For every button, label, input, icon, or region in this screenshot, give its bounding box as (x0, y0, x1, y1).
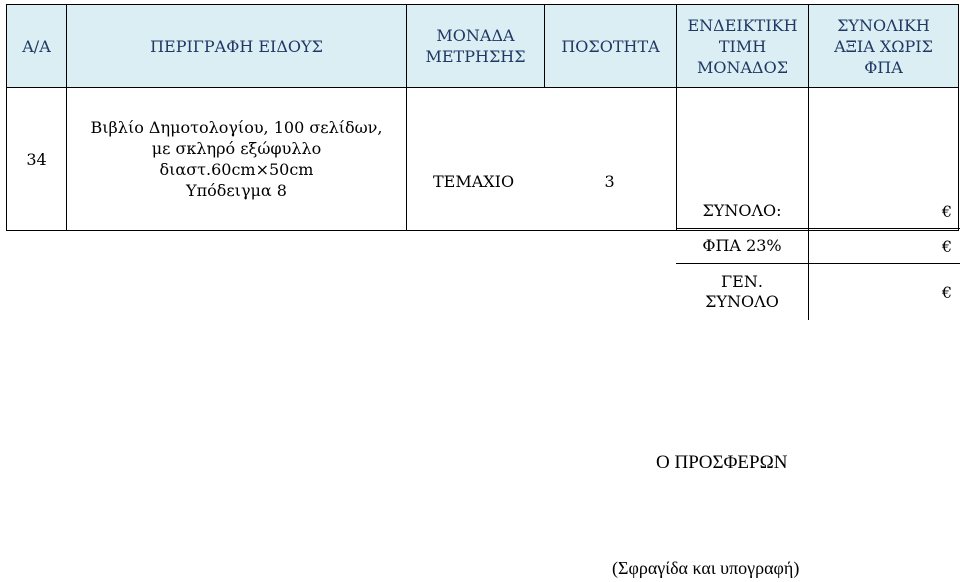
header-unit-price (677, 5, 809, 88)
header-aa-label: Α/Α (22, 36, 51, 56)
subtotal-row (676, 194, 960, 229)
grand-total-label-line1: ΓΕΝ. (721, 272, 763, 291)
header-price-line2: ΤΙΜΗ (718, 36, 767, 56)
row-aa-value: 34 (26, 149, 47, 169)
grand-total-row (676, 264, 960, 320)
totals-section (676, 194, 960, 320)
row-unit-value: ΤΕΜΑΧΙΟ (433, 172, 515, 191)
header-quantity (545, 5, 677, 88)
header-unit-line2: ΜΕΤΡΗΣΗΣ (425, 47, 526, 66)
grand-total-label (676, 264, 809, 320)
header-description (67, 5, 407, 88)
grand-total-label-line2: ΣΥΝΟΛΟ (705, 292, 779, 311)
table-header-row (7, 5, 959, 88)
header-total-line1: ΣΥΝΟΛΙΚΗ (837, 15, 930, 35)
desc-line3: διαστ.60cm×50cm (159, 160, 314, 179)
header-aa (7, 5, 67, 88)
header-quantity-label: ΠΟΣΟΤΗΤΑ (561, 36, 660, 56)
header-price-line3: ΜΟΝΑΔΟΣ (696, 57, 789, 77)
desc-line4: Υπόδειγμα 8 (186, 181, 287, 200)
cell-description (67, 88, 407, 231)
desc-line1: Βιβλίο Δημοτολογίου, 100 σελίδων, (90, 118, 383, 137)
header-price-line1: ΕΝΔΕΙΚΤΙΚΗ (687, 15, 798, 35)
cell-quantity (545, 88, 677, 231)
header-unit-line1: ΜΟΝΑΔΑ (436, 26, 515, 45)
cell-unit (407, 88, 545, 231)
seal-signature-label: (Σφραγίδα και υπογραφή) (612, 558, 800, 578)
offerer-label: Ο ΠΡΟΣΦΕΡΩΝ (656, 452, 788, 473)
header-total-line2: ΑΞΙΑ ΧΩΡΙΣ (834, 36, 933, 56)
header-total-line3: ΦΠΑ (864, 57, 903, 77)
subtotal-currency[interactable]: € (941, 201, 952, 221)
vat-row (676, 229, 960, 264)
header-unit (407, 5, 545, 88)
header-description-label: ΠΕΡΙΓΡΑΦΗ ΕΙΔΟΥΣ (150, 36, 323, 56)
desc-line2: με σκληρό εξώφυλλο (151, 139, 322, 158)
subtotal-label: ΣΥΝΟΛΟ: (676, 194, 809, 228)
vat-currency[interactable]: € (941, 236, 952, 256)
vat-label: ΦΠΑ 23% (676, 229, 809, 263)
grand-total-currency[interactable]: € (941, 282, 952, 302)
header-total (809, 5, 959, 88)
cell-aa (7, 88, 67, 231)
row-quantity-value: 3 (604, 172, 615, 191)
